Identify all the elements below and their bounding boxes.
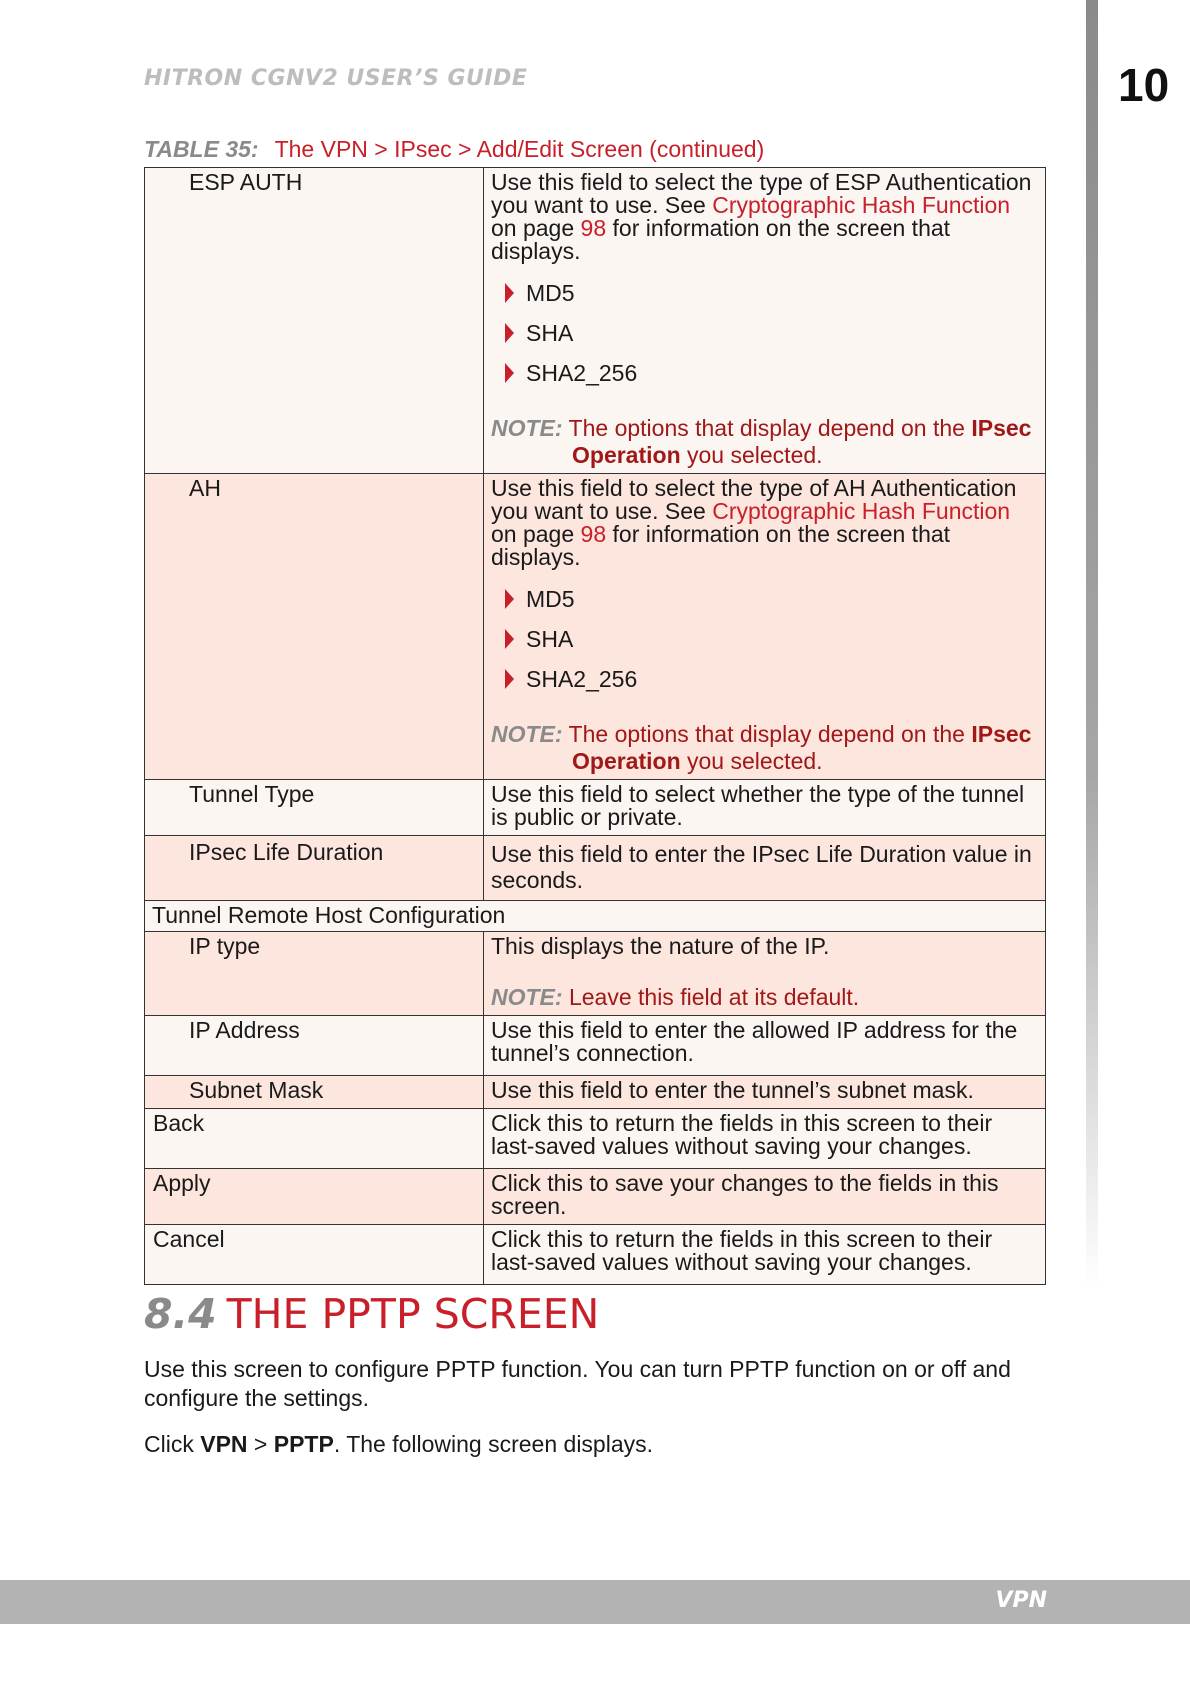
list-item: SHA — [505, 619, 1039, 659]
option-list — [505, 273, 1039, 393]
row-description: Click this to return the fields in this screen to their last-saved values without saving your changes. — [484, 1108, 1046, 1168]
row-label: Back — [145, 1108, 484, 1168]
table-row — [145, 168, 1046, 474]
chapter-side-bar — [1086, 0, 1098, 1290]
table-row — [145, 1075, 1046, 1108]
row-label: Tunnel Type — [145, 780, 484, 836]
table-row — [145, 1015, 1046, 1075]
bullet-arrow-icon — [505, 363, 514, 383]
table-section-row — [145, 900, 1046, 931]
table-row — [145, 474, 1046, 780]
note: NOTE: The options that display depend on the IPsec Operation you selected. — [491, 415, 1032, 468]
row-description: Use this field to enter the IPsec Life Duration value in seconds. — [484, 836, 1046, 901]
instruction-paragraph: Click VPN > PPTP. The following screen displays. — [144, 1431, 654, 1457]
list-item: SHA2_256 — [505, 659, 1039, 699]
row-label: IPsec Life Duration — [145, 836, 484, 901]
section-label: Tunnel Remote Host Configuration — [145, 900, 1046, 931]
note: NOTE: Leave this field at its default. — [491, 983, 860, 1010]
bullet-arrow-icon — [505, 323, 514, 343]
page-link[interactable]: 98 — [580, 521, 607, 547]
row-label: Apply — [145, 1168, 484, 1224]
table-caption — [144, 136, 764, 163]
footer-bar — [0, 1580, 1190, 1624]
table-row — [145, 931, 1046, 1015]
menu-vpn: VPN — [200, 1431, 248, 1457]
table-row — [145, 1108, 1046, 1168]
row-description: This displays the nature of the IP. NOTE: Leave this field at its default. — [484, 931, 1046, 1015]
bullet-arrow-icon — [505, 589, 514, 609]
row-description: Click this to save your changes to the fields in this screen. — [484, 1168, 1046, 1224]
list-item: SHA — [505, 313, 1039, 353]
bullet-arrow-icon — [505, 669, 514, 689]
table-caption-label: TABLE 35: — [144, 136, 259, 162]
row-label: Subnet Mask — [145, 1075, 484, 1108]
page-link[interactable]: 98 — [580, 215, 607, 241]
row-label: Cancel — [145, 1224, 484, 1284]
row-description — [484, 168, 1046, 474]
section-heading — [144, 1290, 599, 1338]
row-description: Click this to return the fields in this screen to their last-saved values without saving your changes. — [484, 1224, 1046, 1284]
desc-text: on page — [491, 215, 581, 241]
footer-chapter-label: VPN — [995, 1588, 1047, 1613]
table-row — [145, 1168, 1046, 1224]
row-description: Use this field to enter the tunnel’s subnet mask. — [484, 1075, 1046, 1108]
cross-reference-link[interactable]: Cryptographic Hash Function — [712, 498, 1011, 524]
bullet-arrow-icon — [505, 629, 514, 649]
bullet-arrow-icon — [505, 283, 514, 303]
option-list — [505, 579, 1039, 699]
row-description: Use this field to enter the allowed IP address for the tunnel’s connection. — [484, 1015, 1046, 1075]
menu-pptp: PPTP — [273, 1431, 334, 1457]
table-row — [145, 780, 1046, 836]
desc-text: Use this field to select the type of ESP Authentication you want to use. See — [491, 169, 1032, 218]
guide-title: HITRON CGNV2 USER’S GUIDE — [144, 66, 528, 91]
table-row — [145, 1224, 1046, 1284]
chapter-number: 10 — [1118, 59, 1170, 111]
list-item: MD5 — [505, 579, 1039, 619]
row-label: AH — [145, 474, 484, 780]
row-label: IP type — [145, 931, 484, 1015]
row-label: IP Address — [145, 1015, 484, 1075]
list-item: MD5 — [505, 273, 1039, 313]
section-number: 8.4 — [144, 1290, 217, 1338]
list-item: SHA2_256 — [505, 353, 1039, 393]
desc-text: for information on the screen that displays. — [491, 215, 951, 264]
row-label: ESP AUTH — [145, 168, 484, 474]
row-description: Use this field to select the type of AH Authentication you want to use. See Cryptographic Hash Function on page 98 for information on the screen that displays. MD5 SHA SHA2_256 NOTE: The options that display depend on the IPsec Operation you selected. — [484, 474, 1046, 780]
note-label: NOTE: — [491, 721, 563, 747]
table-row — [145, 836, 1046, 901]
vpn-ipsec-table — [144, 167, 1046, 1285]
table-caption-title: The VPN > IPsec > Add/Edit Screen (continued) — [274, 136, 765, 162]
cross-reference-link[interactable]: Cryptographic Hash Function — [712, 192, 1011, 218]
note-label: NOTE: — [491, 415, 563, 441]
row-description: Use this field to select whether the type of the tunnel is public or private. — [484, 780, 1046, 836]
note-label: NOTE: — [491, 983, 563, 1010]
note: NOTE: The options that display depend on the IPsec Operation you selected. — [491, 721, 1032, 774]
section-title: THE PPTP SCREEN — [226, 1290, 600, 1338]
section-intro-paragraph: Use this screen to configure PPTP function. You can turn PPTP function on or off and configure the settings. — [144, 1356, 1011, 1411]
